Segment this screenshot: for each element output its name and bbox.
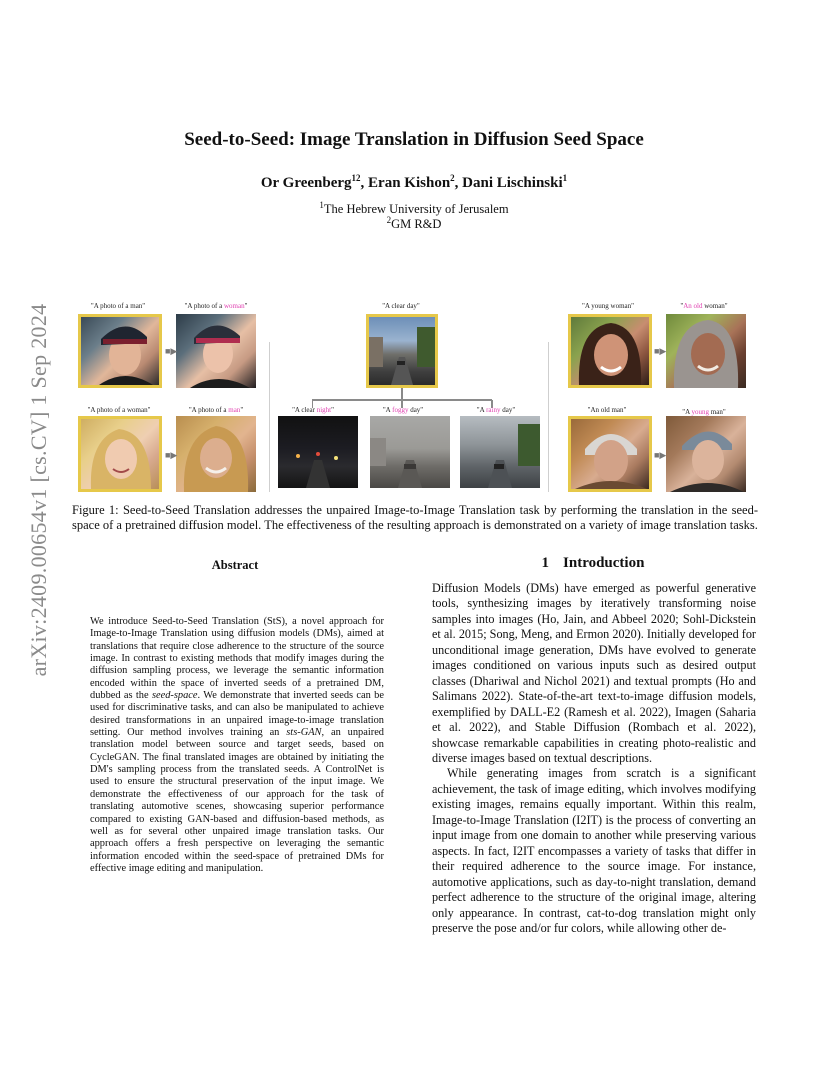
abstract-text: We introduce Seed-to-Seed Translation (StS), a novel approach for Image-to-Image Translation using diffusion models (DMs), aimed at translations that require close adherence to the structure of the source image. In contrast to existing methods that modify images during the diffusion sampling process, we leverage the semantic information encoded within the space of inverted seeds of a pretrained DM, dubbed as the — [90, 616, 384, 702]
foggy-photo-translated — [370, 416, 450, 488]
abstract-text: . We demonstrate that inverted seeds can be used for discriminative tasks, and can also be manipulated to achieve desired transformations in an unpaired image-to-image translation setting. Our method involves training an — [90, 690, 384, 739]
face-graphic — [176, 416, 256, 492]
arrow-right-icon: ■▶ — [654, 346, 667, 356]
author-affil-mark: 12 — [351, 173, 361, 183]
author-affil-mark: 2 — [450, 173, 455, 183]
author-affil-mark: 1 — [562, 173, 568, 183]
affiliation-1 — [0, 199, 828, 217]
rainy-photo-translated — [460, 416, 540, 488]
face-tgt-caption-1: "A photo of a woman" — [184, 302, 248, 310]
author-name: Eran Kishon — [368, 175, 451, 191]
weather-src-caption: "A clear day" — [382, 302, 420, 310]
abstract-emphasis: seed-space — [151, 690, 198, 702]
affil-mark: 2 — [386, 214, 392, 225]
man-photo-source — [78, 314, 162, 388]
figure-caption: Figure 1: Seed-to-Seed Translation addresses the unpaired Image-to-Image Translation task by performing the translation in the seed-space of a pretrained diffusion model. The effectiveness of the resulting approach is demonstrated on a variety of image translation tasks. — [72, 503, 758, 532]
man-photo-translated — [176, 416, 256, 492]
section-number: 1 — [541, 555, 550, 571]
paragraph: While generating images from scratch is a significant achievement, the task of image editing, which involves modifying existing images, remains equally important. Within this realm, Image-to-Image Translation (I2IT) is the process of converting an input image from one domain to another while preserving various aspects. In fact, I2IT encompasses a variety of tasks that differ in their required adherence to the source image. For instance, automotive applications, such as day-to-night translation, demand perfect adherence to the structure of the original image, altering only appearance. In contrast, cat-to-dog translation might only preserve the pose and/or fur colors, while allowing other de- — [432, 766, 756, 935]
street-graphic — [370, 416, 450, 488]
arrow-right-icon: ■▶ — [165, 450, 178, 460]
abstract-body — [90, 616, 384, 875]
street-graphic — [278, 416, 358, 488]
paper-title: Seed-to-Seed: Image Translation in Diffusion Seed Space — [184, 129, 644, 150]
street-graphic — [460, 416, 540, 488]
face-graphic — [666, 314, 746, 388]
old-woman-photo-translated — [666, 314, 746, 388]
age-tgt-caption-1: "An old woman" — [680, 302, 728, 310]
affil-name: The Hebrew University of Jerusalem — [323, 202, 509, 216]
section-heading — [430, 555, 756, 572]
weather-tgt-caption-rainy: "A rainy day" — [476, 406, 516, 414]
author-name: Or Greenberg — [260, 175, 352, 191]
age-src-caption-2: "An old man" — [587, 406, 627, 414]
arxiv-identifier-text: arXiv:2409.00654v1 [cs.CV] 1 Sep 2024 — [26, 303, 51, 677]
arrow-right-icon: ■▶ — [165, 346, 178, 356]
affil-mark: 1 — [319, 199, 324, 210]
author-list: Or Greenberg$^{12}$, Eran Kishon$^2$, Dani Lischinski$^1$ — [260, 173, 568, 191]
face-src-caption-2: "A photo of a woman" — [87, 406, 151, 414]
clear-day-photo-source — [366, 314, 438, 388]
age-tgt-caption-2: "A young man" — [682, 408, 726, 416]
author-name: Dani Lischinski — [462, 175, 563, 191]
face-graphic — [571, 317, 649, 385]
night-photo-translated — [278, 416, 358, 488]
figure-1 — [72, 296, 756, 496]
face-src-caption-1: "A photo of a man" — [90, 302, 146, 310]
face-graphic — [571, 419, 649, 489]
section-title: Introduction — [563, 555, 645, 571]
face-tgt-caption-2: "A photo of a man" — [188, 406, 244, 414]
age-src-caption-1: "A young woman" — [582, 302, 634, 310]
weather-tgt-caption-night: "A clear night" — [292, 406, 334, 414]
paragraph: Diffusion Models (DMs) have emerged as powerful generative tools, synthesizing images by iteratively transforming noise samples into images (Ho, Jain, and Abbeel 2020; Sohl-Dickstein et al. 2015; Song, Meng, and Ermon 2020). Initially developed for unconditional image generation, DMs have evolved to generate images conditioned on various inputs such as desired output classes (Dhariwal and Nichol 2021) and textual prompts (Ho and Salimans 2022). State-of-the-art text-to-image diffusion models, exemplified by DALL-E2 (Ramesh et al. 2022), Imagen (Saharia et al. 2022), and Stable Diffusion (Rombach et al. 2022), showcase remarkable capabilities in creating photo-realistic and diverse images based on textual descriptions. — [432, 581, 756, 765]
abstract-heading: Abstract — [211, 558, 259, 572]
young-woman-photo-source — [568, 314, 652, 388]
face-graphic — [176, 314, 256, 388]
young-man-photo-translated — [666, 416, 746, 492]
woman-photo-source — [78, 416, 162, 492]
abstract-text: , an unpaired translation model between source and target seeds, based on CycleGAN. The final translated images are obtained by initiating the DM's sampling process from the translated seeds. A ControlNet is used to ensure the structural preservation of the input image. We demonstrate the effectiveness of our approach for the task of translating automotive scenes, showcasing superior performance compared to existing GAN-based and diffusion-based methods, as well as for several other unpaired image translation tasks. Our approach offers a fresh perspective on leveraging the semantic information encoded within the seed-space of pretrained DMs for effective image editing and manipulation. — [90, 727, 385, 874]
arrow-right-icon: ■▶ — [654, 450, 667, 460]
woman-photo-translated — [176, 314, 256, 388]
face-graphic — [81, 419, 159, 489]
weather-tgt-caption-foggy: "A foggy day" — [382, 406, 424, 414]
arxiv-identifier — [14, 290, 64, 690]
affil-name: GM R&D — [391, 217, 442, 231]
panel-divider — [548, 342, 549, 492]
street-graphic — [369, 317, 435, 385]
abstract-emphasis: sts-GAN — [286, 727, 322, 739]
panel-divider — [269, 342, 270, 492]
affiliation-2 — [0, 214, 828, 232]
face-graphic — [81, 317, 159, 385]
introduction-body — [432, 581, 756, 936]
face-graphic — [666, 416, 746, 492]
old-man-photo-source — [568, 416, 652, 492]
